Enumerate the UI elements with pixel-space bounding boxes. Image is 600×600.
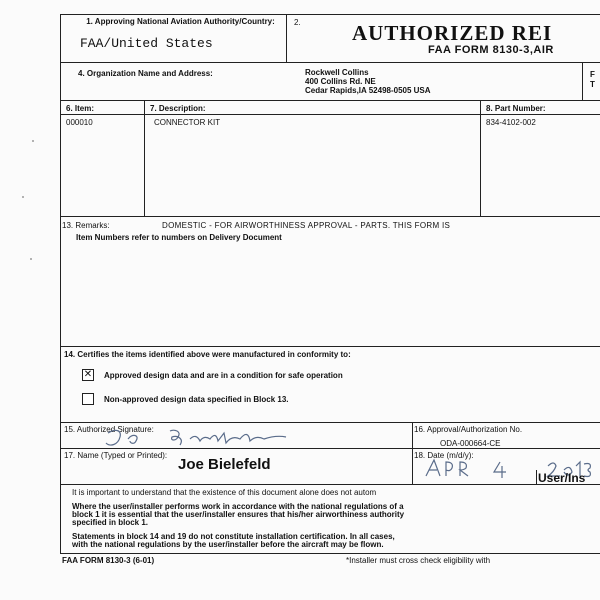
note-paragraph-3-line1: Statements in block 14 and 19 do not constitute installation certification. In all cases, — [72, 532, 395, 541]
scan-speck — [30, 258, 32, 260]
footer-installer-note: *Installer must cross check eligibility with — [346, 556, 491, 565]
divider-row4 — [60, 346, 600, 347]
item-description: CONNECTOR KIT — [154, 118, 221, 127]
col-desc-header: 7. Description: — [150, 104, 206, 113]
divider-sig-approval — [412, 422, 413, 484]
printed-name: Joe Bielefeld — [178, 456, 271, 473]
scan-speck — [22, 196, 24, 198]
block16-label: 16. Approval/Authorization No. — [414, 425, 523, 434]
block3-fragment-1: F — [590, 70, 595, 79]
item-part-number: 834-4102-002 — [486, 118, 536, 127]
divider-row5 — [60, 422, 600, 423]
approved-design-checkbox[interactable] — [82, 369, 94, 381]
scan-speck — [32, 140, 34, 142]
user-installer-header: User/Ins — [538, 471, 586, 485]
remarks-line1: DOMESTIC - FOR AIRWORTHINESS APPROVAL - PARTS. THIS FORM IS — [162, 221, 451, 230]
approval-number: ODA-000664-CE — [440, 439, 501, 448]
note-paragraph-2-line2: block 1 it is essential that the user/installer ensures that his/her airworthiness authority — [72, 510, 405, 519]
footer-form-number: FAA FORM 8130-3 (6-01) — [62, 556, 155, 565]
remarks-line2: Item Numbers refer to numbers on Delivery Document — [76, 233, 282, 242]
col-divider-1 — [144, 100, 145, 216]
frame-top — [60, 14, 600, 15]
note-paragraph-2-line3: specified in block 1. — [72, 518, 149, 527]
divider-block4-5 — [582, 62, 583, 100]
block1-value: FAA/United States — [80, 36, 213, 51]
org-name: Rockwell Collins — [305, 68, 369, 77]
col-item-header: 6. Item: — [66, 104, 95, 113]
block14-label: 14. Certifies the items identified above were manufactured in conformity to: — [64, 350, 351, 359]
divider-row6 — [60, 448, 600, 449]
option1-label: Approved design data and are in a condition for safe operation — [104, 371, 343, 380]
divider-block1-2 — [286, 14, 287, 62]
block3-fragment-2: T — [590, 80, 595, 89]
block18-label: 18. Date (m/d/y): — [414, 451, 474, 460]
option2-label: Non-approved design data specified in Block 13. — [104, 395, 289, 404]
item-number: 000010 — [66, 118, 93, 127]
block15-label: 15. Authorized Signature: — [64, 425, 154, 434]
org-street: 400 Collins Rd. NE — [305, 77, 376, 86]
form-title: AUTHORIZED REI — [352, 21, 553, 45]
note-paragraph-2-line1: Where the user/installer performs work in accordance with the national regulations of a — [72, 502, 404, 511]
divider-user — [536, 470, 537, 484]
divider-bottom — [60, 553, 600, 554]
block17-label: 17. Name (Typed or Printed): — [64, 451, 168, 460]
non-approved-design-checkbox[interactable] — [82, 393, 94, 405]
org-city: Cedar Rapids,IA 52498-0505 USA — [305, 86, 431, 95]
block4-label: 4. Organization Name and Address: — [78, 69, 213, 78]
col-divider-2 — [480, 100, 481, 216]
note-paragraph-3-line2: with the national regulations by the user/installer before the aircraft may be flown. — [72, 540, 384, 549]
divider-row2 — [60, 100, 600, 101]
note-paragraph-1: It is important to understand that the existence of this document alone does not autom — [72, 488, 377, 497]
table-header-underline — [60, 114, 600, 115]
block1-label: 1. Approving National Aviation Authority/Country: — [86, 17, 275, 26]
form-subtitle: FAA FORM 8130-3,AIR — [428, 44, 554, 56]
divider-row3 — [60, 216, 600, 217]
frame-left — [60, 14, 61, 554]
checkmark-x-icon: ✕ — [83, 369, 93, 380]
remarks-label: 13. Remarks: — [62, 221, 110, 230]
block2-label: 2. — [294, 18, 301, 27]
divider-row7 — [60, 484, 600, 485]
divider-row1 — [60, 62, 600, 63]
col-part-header: 8. Part Number: — [486, 104, 546, 113]
